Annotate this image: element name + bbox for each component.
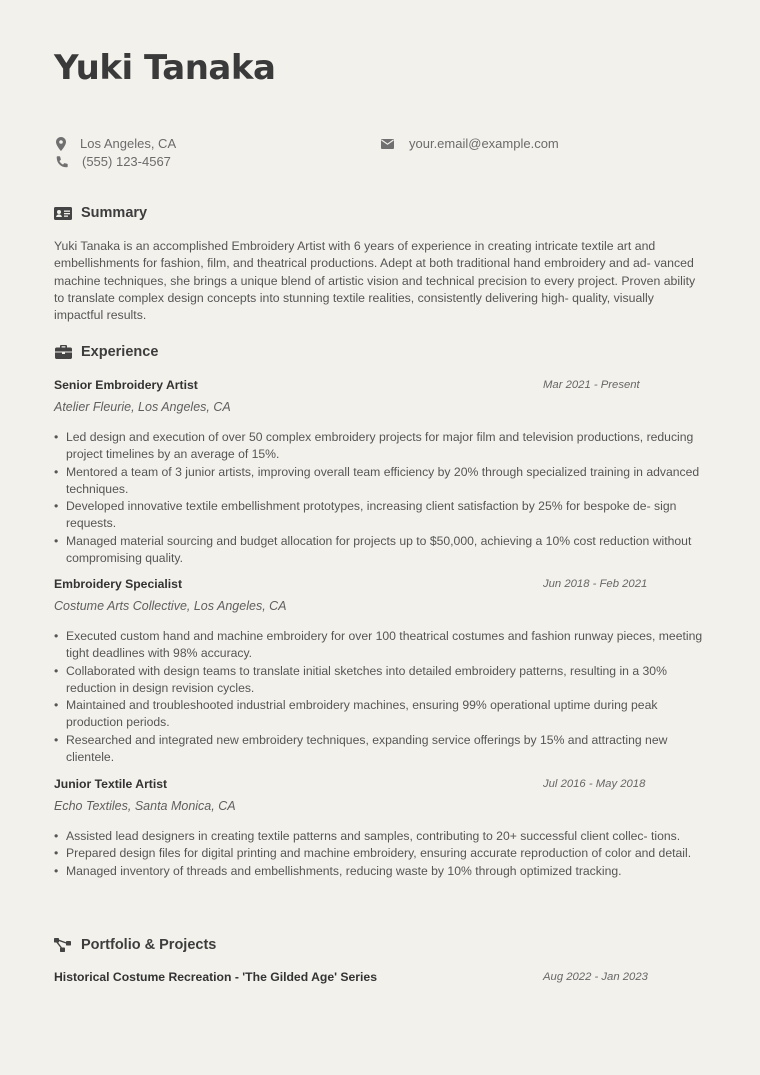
location-text: Los Angeles, CA [80, 136, 177, 151]
bullet-item: • Assisted lead designers in creating textile patterns and samples, contributing to 20+ successful client collec- tions. [54, 828, 706, 845]
job-title: Junior Textile Artist [54, 777, 168, 791]
project-title: Historical Costume Recreation - 'The Gilded Age' Series [54, 970, 377, 984]
job-dates: Jun 2018 - Feb 2021 [543, 578, 648, 590]
job-company: Echo Textiles, Santa Monica, CA [54, 799, 236, 813]
summary-heading [54, 205, 147, 221]
candidate-name: Yuki Tanaka [54, 48, 276, 88]
email-text[interactable]: your.email@example.com [409, 136, 559, 151]
experience-heading-text: Experience [81, 344, 159, 360]
bullet-item: • Developed innovative textile embellishment prototypes, increasing client satisfaction by 25% for bespoke de- sign requests. [54, 498, 706, 533]
phone-icon [54, 155, 68, 169]
portfolio-heading [54, 937, 216, 953]
job-bullets [54, 429, 706, 567]
map-pin-icon [54, 137, 68, 151]
job-company: Atelier Fleurie, Los Angeles, CA [54, 400, 231, 414]
job-company: Costume Arts Collective, Los Angeles, CA [54, 599, 287, 613]
id-card-icon [54, 205, 72, 221]
bullet-item: • Researched and integrated new embroidery techniques, expanding service offerings by 15% and attracting new clientele. [54, 732, 706, 767]
bullet-item: • Mentored a team of 3 junior artists, improving overall team efficiency by 20% through specialized training in advanced techniques. [54, 464, 706, 499]
bullet-item: • Managed material sourcing and budget allocation for projects up to $50,000, achieving a 10% cost reduction without compromising quality. [54, 533, 706, 568]
job-dates: Jul 2016 - May 2018 [543, 778, 646, 790]
contact-email [380, 135, 559, 153]
job-bullets [54, 828, 706, 880]
contact-location [54, 135, 176, 153]
network-icon [54, 937, 72, 953]
bullet-item: • Executed custom hand and machine embroidery for over 100 theatrical costumes and fashion runway pieces, meeting tight deadlines with 98% accuracy. [54, 628, 706, 663]
portfolio-heading-text: Portfolio & Projects [81, 937, 217, 953]
bullet-item: • Prepared design files for digital printing and machine embroidery, ensuring accurate reproduction of color and detail. [54, 845, 706, 862]
summary-text: Yuki Tanaka is an accomplished Embroidery Artist with 6 years of experience in creating intricate textile art and embellishments for fashion, film, and theatrical productions. Adept at both traditional hand embroidery and ad- vanced machine techniques, she brings a unique blend of artistic vision and technical precision to every project. Proven ability to translate complex design concepts into stunning textile realities, consistently delivering high- quality, visually impactful results. [54, 239, 696, 323]
bullet-item: • Collaborated with design teams to translate initial sketches into detailed embroidery patterns, resulting in a 30% reduction in design revision cycles. [54, 663, 706, 698]
contact-phone [54, 153, 171, 171]
bullet-item: • Managed inventory of threads and embellishments, reducing waste by 10% through optimized tracking. [54, 863, 706, 880]
job-title: Embroidery Specialist [54, 577, 183, 591]
envelope-icon [380, 137, 394, 151]
phone-text: (555) 123-4567 [82, 154, 171, 169]
job-dates: Mar 2021 - Present [543, 379, 640, 391]
bullet-item: • Led design and execution of over 50 complex embroidery projects for major film and television productions, reducing project timelines by an average of 15%. [54, 429, 706, 464]
briefcase-icon [54, 344, 72, 360]
bullet-item: • Maintained and troubleshooted industrial embroidery machines, ensuring 99% operational uptime during peak production periods. [54, 697, 706, 732]
experience-heading [54, 344, 158, 360]
job-title: Senior Embroidery Artist [54, 378, 198, 392]
job-bullets [54, 628, 706, 766]
summary-heading-text: Summary [81, 205, 148, 221]
project-dates: Aug 2022 - Jan 2023 [543, 971, 648, 983]
